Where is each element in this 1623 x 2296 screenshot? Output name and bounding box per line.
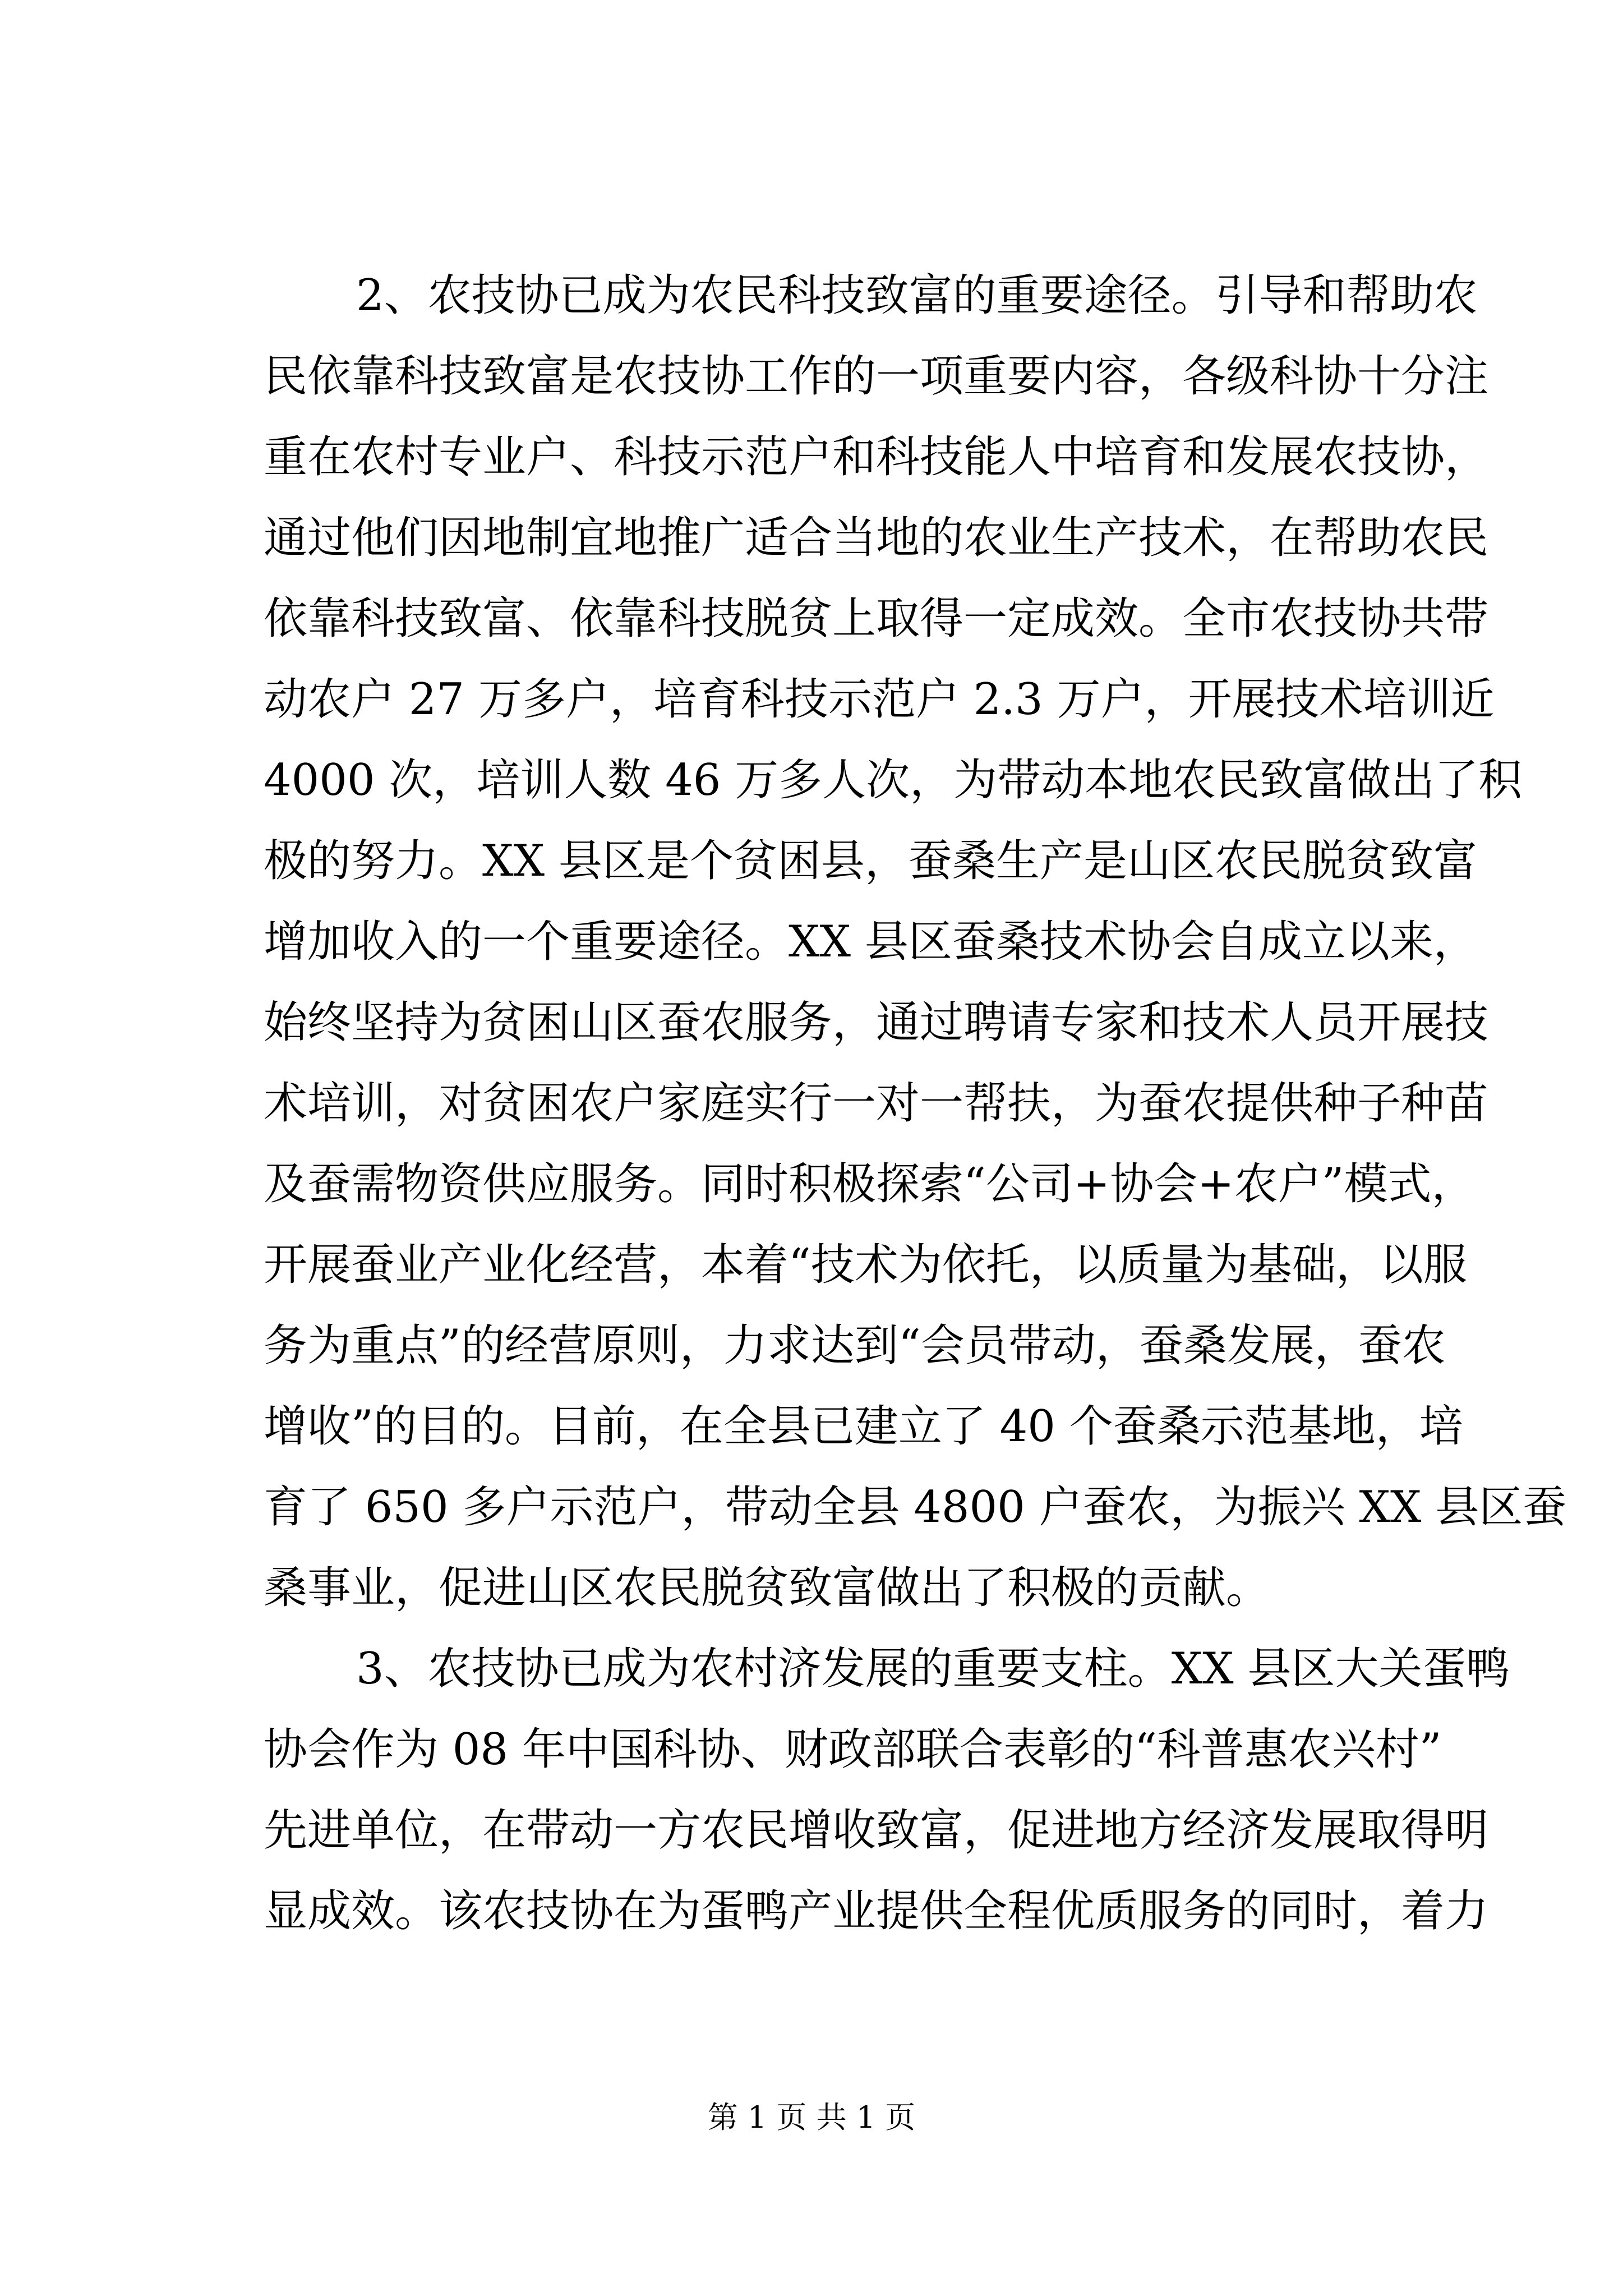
text-line: 开展蚕业产业化经营，本着“技术为依托，以质量为基础，以服 xyxy=(264,1240,1467,1290)
body-text xyxy=(264,255,1567,1952)
text-line: 极的努力。XX 县区是个贫困县，蚕桑生产是山区农民脱贫致富 xyxy=(264,836,1477,886)
page-footer: 第 1 页 共 1 页 xyxy=(707,2100,916,2135)
text-line: 协会作为 08 年中国科协、财政部联合表彰的“科普惠农兴村” xyxy=(264,1724,1442,1775)
text-line: 通过他们因地制宜地推广适合当地的农业生产技术，在帮助农民 xyxy=(264,513,1489,563)
text-line: 增收”的目的。目前，在全县已建立了 40 个蚕桑示范基地，培 xyxy=(264,1401,1463,1452)
text-line: 桑事业，促进山区农民脱贫致富做出了积极的贡献。 xyxy=(264,1563,1270,1613)
text-line: 显成效。该农技协在为蛋鸭产业提供全程优质服务的同时，着力 xyxy=(264,1886,1489,1936)
text-line: 始终坚持为贫困山区蚕农服务，通过聘请专家和技术人员开展技 xyxy=(264,997,1489,1048)
text-line: 术培训，对贫困农户家庭实行一对一帮扶，为蚕农提供种子种苗 xyxy=(264,1078,1489,1129)
text-line: 3、农技协已成为农村济发展的重要支柱。XX 县区大关蛋鸭 xyxy=(356,1644,1510,1694)
text-line: 4000 次，培训人数 46 万多人次，为带动本地农民致富做出了积 xyxy=(264,755,1523,806)
text-line: 动农户 27 万多户，培育科技示范户 2.3 万户，开展技术培训近 xyxy=(264,674,1495,725)
text-line: 2、农技协已成为农民科技致富的重要途径。引导和帮助农 xyxy=(356,270,1478,321)
paragraph-1 xyxy=(264,255,1567,1628)
text-line: 依靠科技致富、依靠科技脱贫上取得一定成效。全市农技协共带 xyxy=(264,593,1489,644)
text-line: 先进单位，在带动一方农民增收致富，促进地方经济发展取得明 xyxy=(264,1805,1489,1856)
paragraph-2 xyxy=(264,1628,1510,1952)
text-line: 重在农村专业户、科技示范户和科技能人中培育和发展农技协， xyxy=(264,432,1489,482)
text-line: 务为重点”的经营原则，力求达到“会员带动，蚕桑发展，蚕农 xyxy=(264,1320,1446,1371)
text-line: 增加收入的一个重要途径。XX 县区蚕桑技术协会自成立以来， xyxy=(264,917,1477,967)
text-line: 育了 650 多户示范户，带动全县 4800 户蚕农，为振兴 XX 县区蚕 xyxy=(264,1482,1567,1533)
text-line: 民依靠科技致富是农技协工作的一项重要内容，各级科协十分注 xyxy=(264,351,1489,402)
text-line: 及蚕需物资供应服务。同时积极探索“公司+协会+农户”模式， xyxy=(264,1159,1476,1209)
